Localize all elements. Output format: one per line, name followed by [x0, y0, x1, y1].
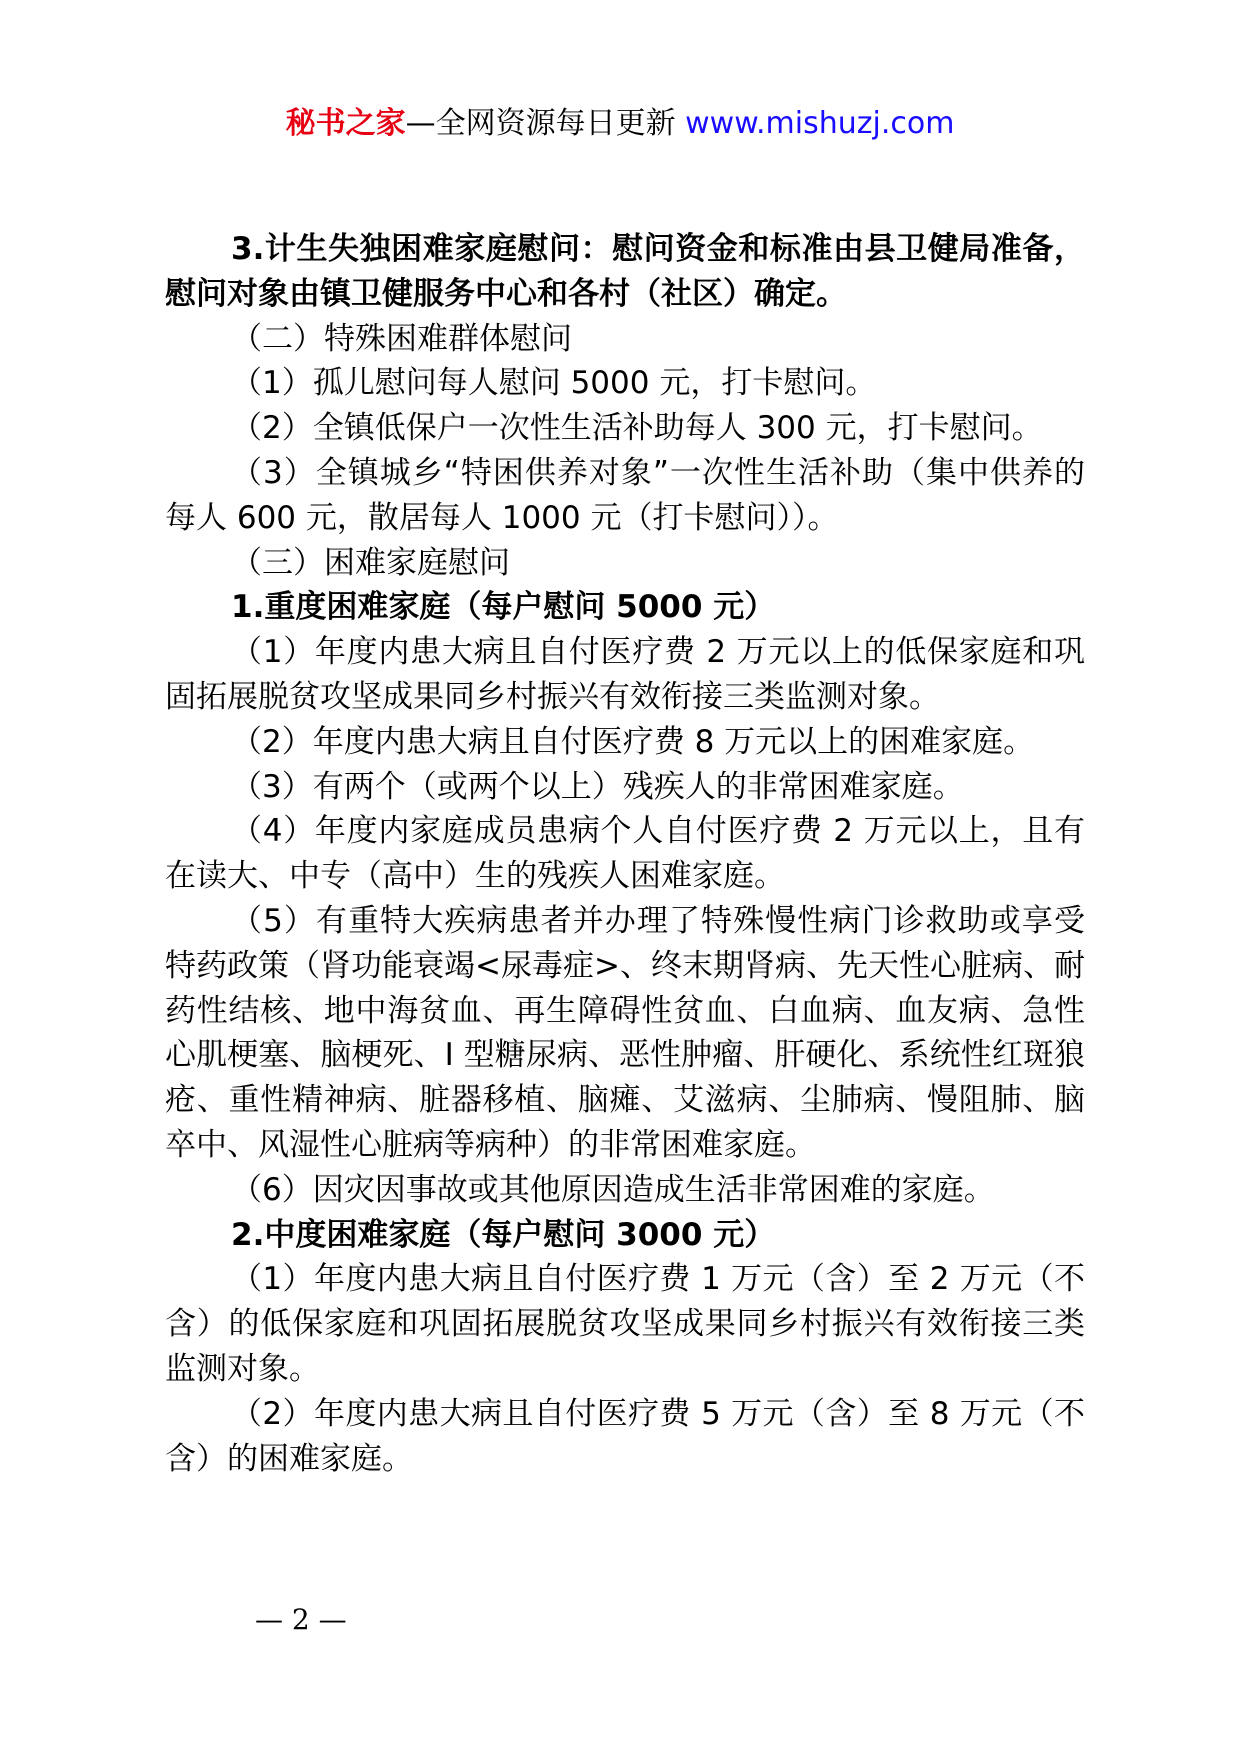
paragraph: （三）困难家庭慰问: [231, 544, 510, 581]
paragraph: 1.重度困难家庭（每户慰问 5000 元）: [231, 589, 776, 626]
site-header: [0, 104, 1240, 144]
paragraph: 3.计生失独困难家庭慰问：慰问资金和标准由县卫健局准备，慰问对象由镇卫健服务中心和各村（社区）确定。: [165, 231, 1085, 312]
paragraph: （5）有重特大疾病患者并办理了特殊慢性病门诊救助或享受特药政策（肾功能衰竭<尿毒症>、终末期肾病、先天性心脏病、耐药性结核、地中海贫血、再生障碍性贫血、白血病、血友病、急性心肌梗塞、脑梗死、I 型糖尿病、恶性肿瘤、肝硬化、系统性红斑狼疮、重性精神病、脏器移植、脑瘫、艾滋病、尘肺病、慢阻肺、脑卒中、风湿性心脏病等病种）的非常困难家庭。: [165, 902, 1085, 1163]
site-brand: 秘书之家: [285, 106, 406, 141]
paragraph: （3）有两个（或两个以上）残疾人的非常困难家庭。: [231, 768, 964, 805]
paragraph: （6）因灾因事故或其他原因造成生活非常困难的家庭。: [231, 1171, 995, 1208]
paragraph: （1）年度内患大病且自付医疗费 2 万元以上的低保家庭和巩固拓展脱贫攻坚成果同乡村振兴有效衔接三类监测对象。: [165, 634, 1085, 715]
paragraph: （2）年度内患大病且自付医疗费 8 万元以上的困难家庭。: [231, 723, 1035, 760]
paragraph: （3）全镇城乡“特困供养对象”一次性生活补助（集中供养的每人 600 元，散居每人 1000 元（打卡慰问））。: [165, 454, 1085, 536]
paragraph: （4）年度内家庭成员患病个人自付医疗费 2 万元以上，且有在读大、中专（高中）生的残疾人困难家庭。: [165, 813, 1085, 895]
page-number: — 2 —: [255, 1603, 347, 1636]
paragraph: （2）全镇低保户一次性生活补助每人 300 元，打卡慰问。: [231, 410, 1043, 447]
paragraph: 2.中度困难家庭（每户慰问 3000 元）: [231, 1216, 776, 1253]
paragraph: （2）年度内患大病且自付医疗费 5 万元（含）至 8 万元（不含）的困难家庭。: [165, 1395, 1085, 1477]
paragraph: （1）年度内患大病且自付医疗费 1 万元（含）至 2 万元（不含）的低保家庭和巩固拓展脱贫攻坚成果同乡村振兴有效衔接三类监测对象。: [165, 1261, 1085, 1387]
paragraph: （二）特殊困难群体慰问: [231, 320, 572, 357]
site-tagline: —全网资源每日更新: [405, 106, 686, 141]
document-body: [165, 227, 1085, 1481]
paragraph: （1）孤儿慰问每人慰问 5000 元，打卡慰问。: [231, 365, 877, 402]
site-url-link[interactable]: www.mishuzj.com: [685, 106, 955, 141]
